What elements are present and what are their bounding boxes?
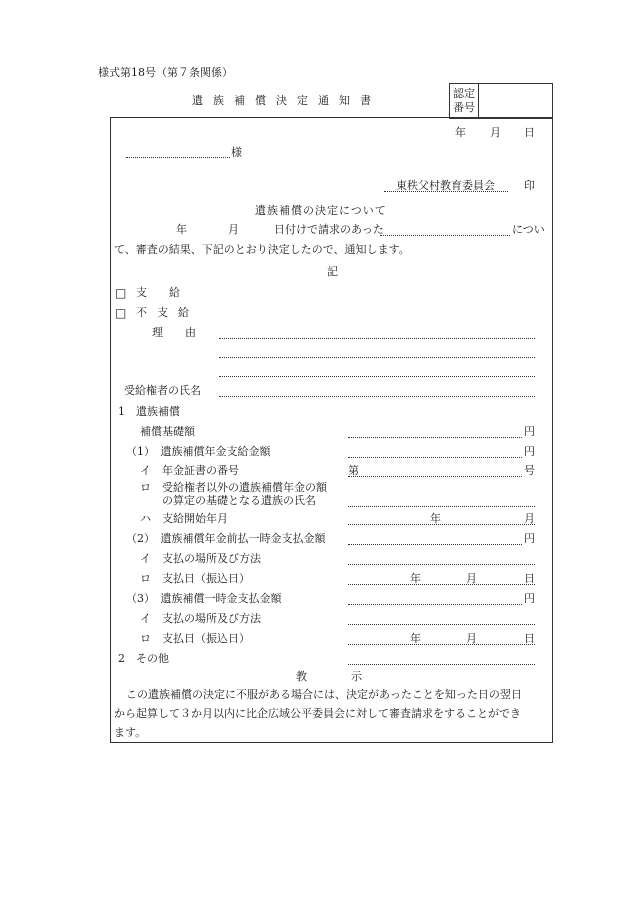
body-year: 年 <box>176 223 187 236</box>
addressee-field[interactable] <box>126 157 230 158</box>
ki-heading: 記 <box>327 265 338 278</box>
start-date-field[interactable] <box>348 524 535 525</box>
item3-date-field[interactable] <box>348 644 535 645</box>
reason-line-1[interactable] <box>219 338 535 339</box>
cert-number-box <box>449 83 553 119</box>
item3-day: 日 <box>524 632 535 645</box>
seal-mark: 印 <box>524 179 535 192</box>
base-amount-label: 補償基礎額 <box>140 425 195 438</box>
item2-place-field[interactable] <box>348 564 535 565</box>
item3-i-kana: イ <box>140 612 151 625</box>
subject: 遺族補償の決定について <box>255 204 387 217</box>
item2-i-label: 支払の場所及び方法 <box>162 552 261 565</box>
section2-heading: 2 その他 <box>118 652 169 665</box>
reason-line-3[interactable] <box>219 376 535 377</box>
item2-day: 日 <box>524 572 535 585</box>
recipient-field[interactable] <box>219 396 535 397</box>
item3-ro-kana: ロ <box>140 632 151 645</box>
recipient-label: 受給権者の氏名 <box>124 384 201 397</box>
instruction-line2: から起算して３か月以内に比企広域公平委員会に対して審査請求をすることができ <box>114 707 521 720</box>
instruction-line3: ます。 <box>114 726 147 739</box>
non-payment-checkbox[interactable]: □ <box>115 306 127 320</box>
instruction-line1: この遺族補償の決定に不服がある場合には、決定があったことを知った日の翌日 <box>126 688 522 701</box>
item3-ro-label: 支払日（振込日） <box>162 632 250 645</box>
payment-label: 支給 <box>136 286 202 299</box>
item2-yen: 円 <box>524 532 535 545</box>
cert-number-field[interactable] <box>479 84 552 118</box>
document-title: 遺族補償決定通知書 <box>192 94 381 107</box>
base-amount-field[interactable] <box>348 437 522 438</box>
item1-ha-kana: ハ <box>140 512 151 525</box>
certificate-number-field[interactable] <box>348 476 522 477</box>
other-field[interactable] <box>348 664 535 665</box>
item1-ha-label: 支給開始年月 <box>162 512 228 525</box>
item1-i-kana: イ <box>140 464 151 477</box>
body-month: 月 <box>228 223 239 236</box>
item1-ro-kana: ロ <box>140 481 151 494</box>
body-text: 日付けで請求のあった <box>274 223 384 236</box>
section1-heading: 1 遺族補償 <box>118 405 180 418</box>
item2-month: 月 <box>466 572 477 585</box>
item1-yen: 円 <box>524 445 535 458</box>
item2-date-field[interactable] <box>348 584 535 585</box>
item3-i-label: 支払の場所及び方法 <box>162 612 261 625</box>
item3-heading: （3） 遺族補償一時金支払金額 <box>126 592 282 605</box>
date-year: 年 <box>455 126 466 139</box>
form-number: 様式第18号（第７条関係） <box>98 66 233 79</box>
item2-heading: （2） 遺族補償年金前払一時金支払金額 <box>126 532 326 545</box>
date-day: 日 <box>524 126 535 139</box>
cert-number-label: 認定 番号 <box>453 87 475 114</box>
base-amount-yen: 円 <box>524 425 535 438</box>
addressee-suffix: 様 <box>231 146 242 159</box>
item3-year: 年 <box>410 632 421 645</box>
item2-ro-label: 支払日（振込日） <box>162 572 250 585</box>
certificate-dai: 第 <box>348 464 359 477</box>
claim-subject-field[interactable] <box>380 235 510 236</box>
item2-i-kana: イ <box>140 552 151 565</box>
reason-line-2[interactable] <box>219 357 535 358</box>
body-line2: て、審査の結果、下記のとおり決定したので、通知します。 <box>114 243 410 256</box>
item2-ro-kana: ロ <box>140 572 151 585</box>
non-payment-label: 不支給 <box>136 306 199 319</box>
payment-checkbox[interactable]: □ <box>115 286 127 300</box>
item1-amount-field[interactable] <box>348 457 522 458</box>
item2-amount-field[interactable] <box>348 544 522 545</box>
item1-ro-line1: 受給権者以外の遺族補償年金の額 <box>162 481 327 494</box>
issuer-underline <box>384 191 508 192</box>
certificate-go: 号 <box>524 464 535 477</box>
item1-i-label: 年金証書の番号 <box>162 464 239 477</box>
item1-ro-line2: の算定の基礎となる遺族の氏名 <box>162 494 316 507</box>
start-month: 月 <box>524 512 535 525</box>
item2-year: 年 <box>410 572 421 585</box>
other-survivors-field[interactable] <box>348 506 535 507</box>
body-tail: につい <box>512 223 545 236</box>
item1-heading: （1） 遺族補償年金支給金額 <box>126 445 271 458</box>
issuer-name: 東秩父村教育委員会 <box>396 179 495 192</box>
item3-month: 月 <box>466 632 477 645</box>
item3-place-field[interactable] <box>348 624 535 625</box>
instruction-title: 教示 <box>296 670 406 683</box>
item3-amount-field[interactable] <box>348 604 522 605</box>
date-month: 月 <box>490 126 501 139</box>
start-year: 年 <box>430 512 441 525</box>
reason-label: 理由 <box>152 326 218 339</box>
item3-yen: 円 <box>524 592 535 605</box>
